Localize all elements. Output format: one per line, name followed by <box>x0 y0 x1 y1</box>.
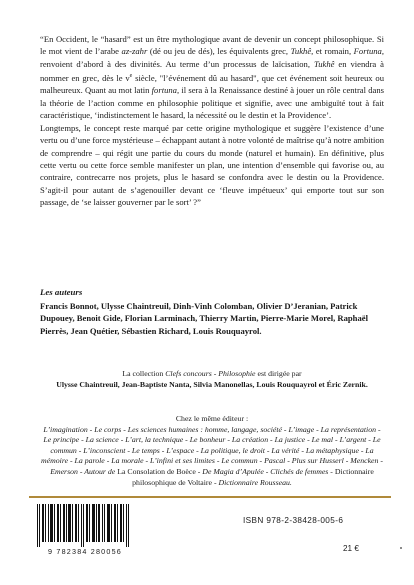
same-publisher-heading: Chez le même éditeur : <box>175 414 249 423</box>
blurb-text <box>40 33 384 209</box>
barcode-digits: 9 782384 280056 <box>48 547 122 556</box>
price: 21 € <box>343 544 359 553</box>
isbn-barcode <box>29 502 141 556</box>
authors-heading: Les auteurs <box>40 287 83 297</box>
speck <box>400 547 402 549</box>
barcode-icon <box>37 504 133 547</box>
same-publisher-list: Chez le même éditeur : L’imagination - Le corps - Les sciences humaines : homme, langage, société - L’image - La représentation - Le principe - La science - L’art, la technique - Le bonheur - La création - La justice - Le mal - L’argent - Le commun - L’inconscient - Le temps - L’espace - La politique, le droit - La vérité - La métaphysique - La mémoire - La parole - La morale - L’infini et ses limites - Le commun - Pascal - Plus sur Husserl - Mencken - Emerson - Autour de La Consolation de Boèce - De Magia d’Apulée - Clichés de femmes - Dictionnaire philosophique de Voltaire - Dictionnaire Rousseau. <box>41 414 383 487</box>
collection-directors: Ulysse Chaintreuil, Jean-Baptiste Nanta, Silvia Manonellas, Louis Rouquayrol et Éric Zernik. <box>56 379 368 389</box>
blurb-paragraph-1: “En Occident, le “hasard” est un être mythologique avant de devenir un concept philosophique. Si le mot vient de l’arabe az-zahr (dé ou jeu de dés), les équivalents grec, Tukhê, et romain, Fortuna, renvoient d’abord à des divinités. Au terme d’un processus de laïcisation, Tukhê en viendra à nommer en grec, dès le $v^e$ siècle, "l’événement dû au hasard", que cet événement soit heureux ou malheureux. Quant au mot latin fortuna, il sera à la Renaissance destiné à jouer un rôle central dans la théorie de l’action comme en philosophie politique et signifie, avec une ambiguïté tout à fait caractéristique, ‘indistinctement le hasard, la nécessité ou le destin et la Providence’. <box>40 34 384 121</box>
authors-list: Francis Bonnot, Ulysse Chaintreuil, Dinh-Vinh Colomban, Olivier D’Jeranian, Patrick Dupouey, Benoit Gide, Florian Larminach, Thierry Martin, Pierre-Marie Morel, Raphaël Pierrès, Jean Quétier, Sébastien Richard, Louis Rouquayrol. <box>40 301 368 336</box>
blurb-paragraph-2: Longtemps, le concept reste marqué par cette origine mythologique et suggère l’existence d’une vertu ou d’une force mystérieuse – échappant autant à notre volonté de maîtrise qu’à notre ambition de comprendre – qui régit une partie du cours du monde (naturel et humain). En définitive, plus cette vertu ou cette force semble manifester un plan, une intention d’ensemble qui favorise ou, au contraire, contrecarre nos projets, plus le hasard se confondra avec le destin ou la Providence. S’agit-il pour autant de s’agenouiller devant ce ‘fleuve impétueux’ qui emporte tout sur son passage, de ‘se laisser gouverner par le sort’ ?” <box>40 122 384 208</box>
collection-name: Clefs concours - Philosophie <box>165 369 256 378</box>
collection-credits: La collection Clefs concours - Philosophie est dirigée par Ulysse Chaintreuil, Jean-Baptiste Nanta, Silvia Manonellas, Louis Rouquayrol et Éric Zernik. <box>40 369 384 390</box>
divider-rule <box>29 496 391 498</box>
isbn-number: ISBN 978-2-38428-005-6 <box>243 516 344 525</box>
